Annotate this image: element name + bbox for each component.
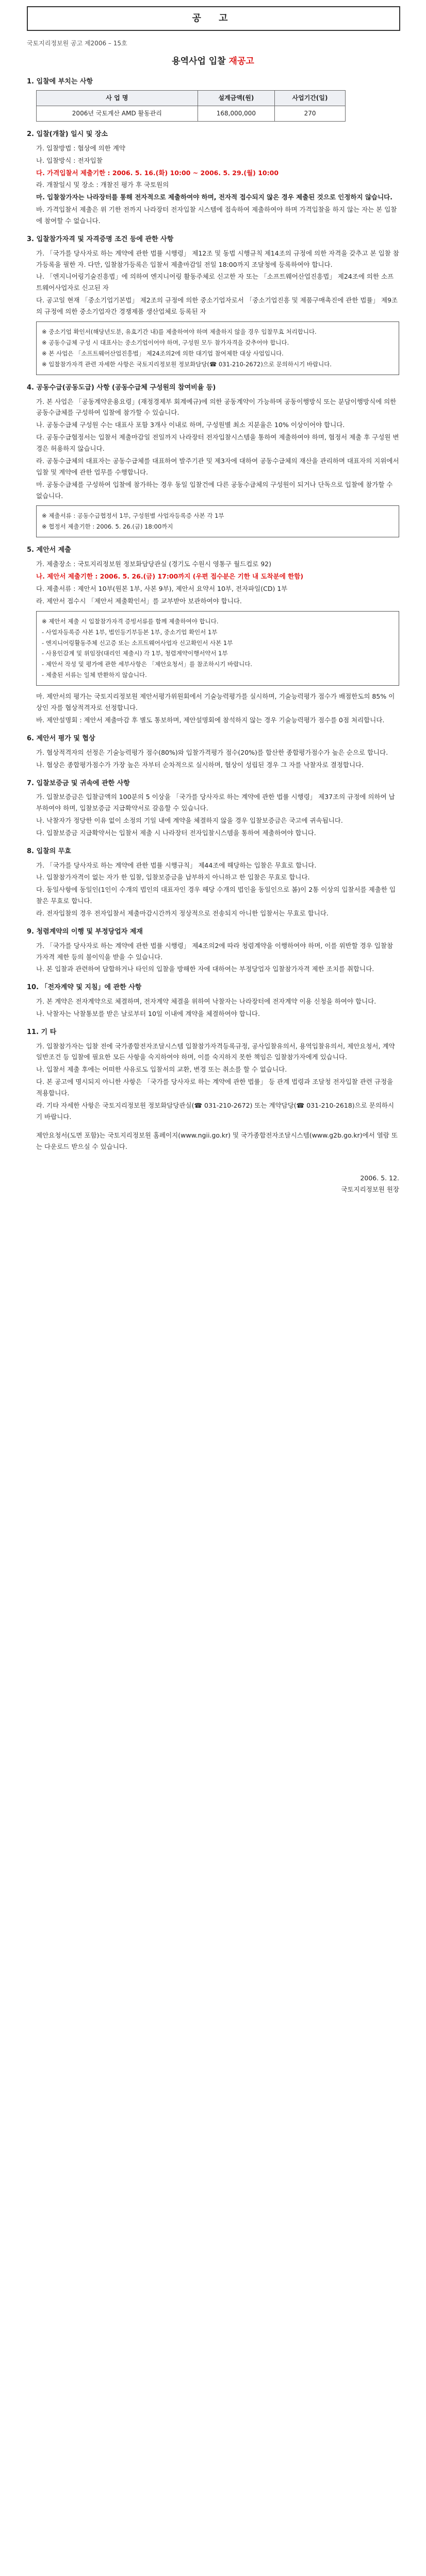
document-title-reissue: 재공고: [228, 56, 254, 66]
notice-page: [0, 0, 426, 1216]
list-item-deadline: 다. 가격입찰서 제출기한 : 2006. 5. 16.(화) 10:00 ~ 2006. 5. 29.(월) 10:00: [36, 168, 279, 177]
list-item: 바. 가격입찰서 제출은 위 기한 전까지 나라장터 전자입찰 시스템에 접속하여 제출하여야 하며 가격입찰을 하지 않는 자는 본 입찰에 참여할 수 없습니다.: [36, 206, 397, 225]
section-5-heading: 5. 제안서 제출: [27, 546, 71, 554]
section-9-heading: 9. 청렴계약의 이행 및 부정당업자 제재: [27, 927, 143, 936]
duration-cell: 270: [275, 106, 346, 122]
list-item: 라. 전자입찰의 경우 전자입찰서 제출마감시간까지 정상적으로 전송되지 아니한 입찰서는 무효로 합니다.: [36, 909, 329, 917]
list-item: 가. 「국가를 당사자로 하는 계약에 관한 법률 시행령」 제4조의2에 따라 청렴계약을 이행하여야 하며, 이를 위반할 경우 입찰참가자격 제한 등의 불이익을 받을 수 있습니다.: [36, 941, 394, 961]
list-item: 나. 본 입찰과 관련하여 담합하거나 타인의 입찰을 방해한 자에 대하여는 부정당업자 입찰참가자격 제한 조치를 취합니다.: [36, 965, 374, 973]
list-item: 가. 협상적격자의 선정은 기술능력평가 점수(80%)와 입찰가격평가 점수(20%)를 합산한 종합평가점수가 높은 순으로 합니다.: [36, 748, 388, 756]
list-item: 마. 입찰참가자는 나라장터를 통해 전자적으로 제출하여야 하며, 전자적 접수되지 않은 경우 제출된 것으로 인정하지 않습니다.: [36, 193, 392, 201]
note-line: ※ 제안서 제출 시 입찰참가자격 증빙서류를 함께 제출하여야 합니다.: [42, 617, 219, 625]
list-item: 다. 동일사항에 동일인(1인이 수개의 법인의 대표자인 경우 해당 수개의 법인을 동일인으로 봄)이 2통 이상의 입찰서를 제출한 입찰은 무효로 합니다.: [36, 886, 396, 905]
project-name-cell: 2006년 국토계산 AMD 활동관리: [37, 106, 198, 122]
budget-cell: 168,000,000: [198, 106, 274, 122]
project-info-table: [36, 90, 346, 122]
table-header-row: [37, 91, 346, 106]
list-item: 나. 「엔지니어링기술진흥법」에 의하여 엔지니어링 활동주체로 신고한 자 또는 「소프트웨어산업진흥법」 제24조에 의한 소프트웨어사업자로 신고된 자: [36, 273, 394, 292]
note-line: ※ 공동수급체 구성 시 대표사는 중소기업이어야 하며, 구성원 모두 참가자격을 갖추어야 합니다.: [42, 338, 289, 346]
document-title-prefix: 용역사업 입찰: [172, 56, 229, 66]
section-3-heading: 3. 입찰참가자격 및 자격증명 조건 등에 관한 사항: [27, 235, 174, 243]
issuing-organization: 국토지리정보원 원장: [341, 1185, 399, 1194]
list-item: 나. 입찰방식 : 전자입찰: [36, 156, 103, 164]
section-2-heading: 2. 입찰(개찰) 일시 및 장소: [27, 130, 108, 138]
section-11-heading: 11. 기 타: [27, 1028, 57, 1036]
list-item: 가. 제출장소 : 국토지리정보원 정보화담당관실 (경기도 수원시 영통구 월드컵로 92): [36, 560, 272, 568]
list-item: 가. 본 계약은 전자계약으로 체결하며, 전자계약 체결을 위하여 낙찰자는 나라장터에 전자계약 이용 신청을 하여야 합니다.: [36, 997, 376, 1005]
list-item: 가. 「국가를 당사자로 하는 계약에 관한 법률 시행령」 제12조 및 동법 시행규칙 제14조의 규정에 의한 자격을 갖추고 본 입찰 참가등록을 필한 자. 다만, 입찰참가등록은 입찰서 제출마감일 전일 18:00까지 조달청에 등록하여야 합니다.: [36, 249, 399, 268]
proposal-note-box: [36, 611, 399, 686]
consortium-note-box: [36, 505, 399, 537]
list-item: 가. 입찰보증금은 입찰금액의 100분의 5 이상을 「국가를 당사자로 하는 계약에 관한 법률 시행령」 제37조의 규정에 의하여 납부하여야 하며, 입찰보증금 지급확약서로 갈음할 수 있습니다.: [36, 793, 395, 812]
list-item: 나. 협상은 종합평가점수가 가장 높은 자부터 순차적으로 실시하며, 협상이 성립된 경우 그 자를 낙찰자로 결정합니다.: [36, 760, 364, 769]
list-item: 라. 제안서 접수시 「제안서 제출확인서」를 교부받아 보관하여야 합니다.: [36, 597, 242, 605]
list-item: 다. 본 공고에 명시되지 아니한 사항은 「국가를 당사자로 하는 계약에 관한 법률」 등 관계 법령과 조달청 전자입찰 관련 규정을 적용합니다.: [36, 1078, 394, 1097]
note-line: ※ 입찰참가자격 관련 자세한 사항은 국토지리정보원 정보화담당(☎ 031-210-2672)으로 문의하시기 바랍니다.: [42, 360, 332, 368]
note-line: - 사용인감계 및 위임장(대리인 제출시) 각 1부, 청렴계약이행서약서 1부: [42, 650, 228, 657]
list-item: 나. 공동수급체 구성원 수는 대표사 포함 3개사 이내로 하며, 구성원별 최소 지분율은 10% 이상이어야 합니다.: [36, 421, 345, 429]
list-item: 나. 입찰서 제출 후에는 어떠한 사유로도 입찰서의 교환, 변경 또는 취소를 할 수 없습니다.: [36, 1065, 287, 1074]
list-item: 라. 공동수급체의 대표자는 공동수급체를 대표하여 발주기관 및 제3자에 대하여 공동수급체의 재산을 관리하며 대표자의 지위에서 입찰 및 계약에 관한 업무를 수행합니다.: [36, 456, 399, 476]
list-item: 나. 낙찰자는 낙찰통보를 받은 날로부터 10일 이내에 계약을 체결하여야 합니다.: [36, 1009, 260, 1018]
note-line: - 제안서 작성 및 평가에 관한 세부사항은 「제안요청서」를 참조하시기 바랍니다.: [42, 660, 253, 668]
note-line: ※ 중소기업 확인서(해당년도분, 유효기간 내)를 제출하여야 하며 제출하지 않을 경우 입찰무효 처리합니다.: [42, 328, 317, 335]
list-item: 가. 본 사업은 「공동계약운용요령」(재정경제부 회계예규)에 의한 공동계약이 가능하며 공동이행방식 또는 분담이행방식에 의한 공동수급체를 구성하여 입찰에 참가할 수 있습니다.: [36, 397, 397, 417]
section-7-heading: 7. 입찰보증금 및 귀속에 관한 사항: [27, 779, 130, 787]
list-item: 다. 공고일 현재 「중소기업기본법」 제2조의 규정에 의한 중소기업자로서 「중소기업진흥 및 제품구매촉진에 관한 법률」 제9조의 규정에 의한 중소기업자간 경쟁제품 생산업체로 등록된 자: [36, 296, 398, 315]
note-line: ※ 협정서 제출기한 : 2006. 5. 26.(금) 18:00까지: [42, 523, 173, 531]
column-header: 설계금액(원): [198, 91, 274, 106]
list-item: 가. 입찰참가자는 입찰 전에 국가종합전자조달시스템 입찰참가자격등록규정, 공사입찰유의서, 용역입찰유의서, 제안요청서, 계약일반조건 등 입찰에 필요한 모든 사항을 숙지하여야 하며, 이를 숙지하지 못한 책임은 입찰참가자에게 있습니다.: [36, 1042, 395, 1061]
column-header: 사업기간(일): [275, 91, 346, 106]
list-item: 마. 제안서의 평가는 국토지리정보원 제안서평가위원회에서 기술능력평가를 실시하며, 기술능력평가 점수가 배점한도의 85% 이상인 자를 협상적격자로 선정합니다.: [36, 692, 395, 712]
list-item: 나. 낙찰자가 정당한 이유 없이 소정의 기일 내에 계약을 체결하지 않을 경우 입찰보증금은 국고에 귀속됩니다.: [36, 817, 343, 824]
notice-date: 2006. 5. 12.: [360, 1174, 399, 1182]
notice-title: 공 고: [27, 6, 400, 31]
section-1-heading: 1. 입찰에 부치는 사항: [27, 78, 93, 86]
column-header: 사 업 명: [37, 91, 198, 106]
section-10-heading: 10. 「전자계약 및 지침」에 관한 사항: [27, 984, 142, 992]
list-item: 나. 입찰참가자격이 없는 자가 한 입찰, 입찰보증금을 납부하지 아니하고 한 입찰은 무효로 합니다.: [36, 873, 310, 882]
list-item: 마. 공동수급체를 구성하여 입찰에 참가하는 경우 동일 입찰건에 다른 공동수급체의 구성원이 되거나 단독으로 입찰에 참가할 수 없습니다.: [36, 480, 393, 500]
note-line: ※ 제출서류 : 공동수급협정서 1부, 구성원별 사업자등록증 사본 각 1부: [42, 512, 224, 520]
document-title: [27, 54, 399, 70]
list-item: 라. 기타 자세한 사항은 국토지리정보원 정보화담당관실(☎ 031-210-2672) 또는 계약담당(☎ 031-210-2618)으로 문의하시기 바랍니다.: [36, 1101, 395, 1121]
closing-paragraph: 제안요청서(도면 포함)는 국토지리정보원 홈페이지(www.ngii.go.kr) 및 국가종합전자조달시스템(www.g2b.go.kr)에서 열람 또는 다운로드 받으실 수 있습니다.: [36, 1131, 398, 1150]
note-line: - 제출된 서류는 일체 반환하지 않습니다.: [42, 671, 147, 679]
list-item: 바. 제안설명회 : 제안서 제출마감 후 별도 통보하며, 제안설명회에 참석하지 않는 경우 기술능력평가 점수를 0점 처리합니다.: [36, 716, 385, 724]
note-line: ※ 본 사업은 「소프트웨어산업진흥법」 제24조의2에 의한 대기업 참여제한 대상 사업입니다.: [42, 349, 284, 357]
list-item: 가. 「국가를 당사자로 하는 계약에 관한 법률 시행규칙」 제44조에 해당하는 입찰은 무효로 합니다.: [36, 861, 317, 869]
list-item: 다. 제출서류 : 제안서 10부(원본 1부, 사본 9부), 제안서 요약서 10부, 전자파일(CD) 1부: [36, 584, 288, 592]
notice-number: 국토지리정보원 공고 제2006 – 15호: [27, 39, 127, 47]
list-item: 다. 입찰보증금 지급확약서는 입찰서 제출 시 나라장터 전자입찰시스템을 통하여 제출하여야 합니다.: [36, 828, 316, 837]
list-item: 라. 개찰일시 및 장소 : 개찰진 평가 후 국토원의: [36, 181, 169, 189]
list-item-deadline: 나. 제안서 제출기한 : 2006. 5. 26.(금) 17:00까지 (우편 접수분은 기한 내 도착분에 한함): [36, 572, 304, 580]
list-item: 다. 공동수급협정서는 입찰서 제출마감일 전일까지 나라장터 전자입찰시스템을 통하여 제출하여야 하며, 협정서 제출 후 구성원 변경은 허용하지 않습니다.: [36, 433, 399, 452]
section-8-heading: 8. 입찰의 무효: [27, 847, 71, 855]
note-line: - 사업자등록증 사본 1부, 법인등기부등본 1부, 중소기업 확인서 1부: [42, 628, 218, 636]
section-6-heading: 6. 제안서 평가 및 협상: [27, 735, 95, 742]
table-row: [37, 106, 346, 122]
note-line: - 엔지니어링활동주체 신고증 또는 소프트웨어사업자 신고확인서 사본 1부: [42, 639, 233, 647]
qualification-note-box: [36, 321, 399, 375]
list-item: 가. 입찰방법 : 협상에 의한 계약: [36, 144, 125, 152]
section-4-heading: 4. 공동수급(공동도급) 사항 (공동수급체 구성원의 참여비율 등): [27, 383, 216, 392]
